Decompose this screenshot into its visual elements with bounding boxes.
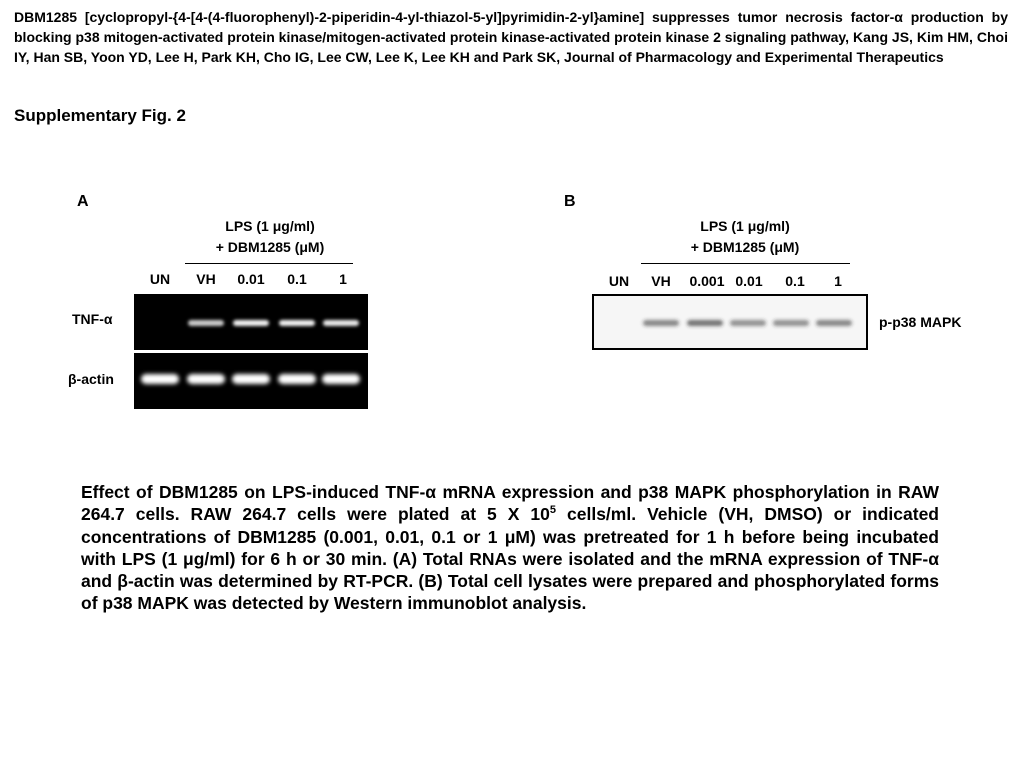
panel-b-lane-0-01: 0.01	[735, 273, 763, 289]
actin-gel-svg	[134, 353, 368, 409]
caption-superscript: 5	[549, 504, 557, 517]
p38-blot-svg	[594, 296, 866, 348]
figure-label: Supplementary Fig. 2	[14, 106, 186, 125]
panel-a-row-tnf-label: TNF-α	[72, 311, 113, 327]
p38-band-lane-2	[643, 320, 679, 326]
actin-band-lane-1	[141, 374, 179, 384]
actin-gel-image	[134, 353, 368, 409]
panel-a-treatment-line2: + DBM1285 (μM)	[215, 239, 325, 255]
p38-band-lane-3	[687, 320, 723, 326]
tnf-band-lane-2	[188, 320, 224, 326]
caption-text-part1: Effect of DBM1285 on LPS-induced TNF-α mRNA expression and p38 MAPK phosphorylation in RAW 264.7 cells. RAW 264.7 cells were plated at 5 X 10	[81, 482, 939, 525]
tnf-band-lane-4	[279, 320, 315, 326]
panel-a-lane-0-01: 0.01	[237, 271, 265, 287]
panel-b-treatment-line1: LPS (1 μg/ml)	[700, 218, 790, 234]
panel-a-row-actin-label: β-actin	[68, 371, 114, 387]
tnf-gel-svg	[134, 294, 368, 350]
panel-a-treatment-line1: LPS (1 μg/ml)	[225, 218, 315, 234]
panel-a-letter: A	[77, 193, 89, 210]
caption-text-part2: cells/ml. Vehicle (VH, DMSO) or indicated concentrations of DBM1285 (0.001, 0.01, 0.1 or 1 μM) was pretreated for 1 h before being incubated with LPS (1 μg/ml) for 6 h or 30 min. (A) Total RNAs were isolated and the mRNA expression of TNF-α and β-actin was determined by RT-PCR. (B) Total cell lysates were prepared and phosphorylated forms of p38 MAPK was detected by Western immunoblot analysis.	[81, 504, 939, 614]
panel-b-lane-0-001: 0.001	[689, 273, 725, 289]
panel-b-lane-1: 1	[834, 273, 842, 289]
panel-a-treatment-bracket	[185, 263, 353, 264]
p38-western-blot-image	[592, 294, 868, 350]
panel-a-lane-un: UN	[149, 271, 171, 287]
panel-b-lane-0-1: 0.1	[785, 273, 805, 289]
panel-a-lane-1: 1	[339, 271, 347, 287]
tnf-band-lane-5	[323, 320, 359, 326]
tnf-band-lane-3	[233, 320, 269, 326]
actin-band-lane-2	[187, 374, 225, 384]
panel-b-treatment-line2: + DBM1285 (μM)	[690, 239, 800, 255]
p38-band-lane-5	[773, 320, 809, 326]
actin-band-lane-4	[278, 374, 316, 384]
panel-b-lane-vh: VH	[651, 273, 671, 289]
panel-b-treatment-bracket	[641, 263, 850, 264]
panel-b-lane-un: UN	[608, 273, 630, 289]
panel-a-lane-0-1: 0.1	[287, 271, 307, 287]
actin-band-lane-3	[232, 374, 270, 384]
tnf-gel-image	[134, 294, 368, 350]
panel-b-letter: B	[564, 193, 576, 210]
actin-band-lane-5	[322, 374, 360, 384]
p38-band-lane-4	[730, 320, 766, 326]
citation-header: DBM1285 [cyclopropyl-{4-[4-(4-fluorophenyl)-2-piperidin-4-yl-thiazol-5-yl]pyrimidin-2-yl}amine] suppresses tumor necrosis factor-α production by blocking p38 mitogen-activated protein kinase/mitogen-activated protein kinase-activated protein kinase 2 signaling pathway, Kang JS, Kim HM, Choi IY, Han SB, Yoon YD, Lee H, Park KH, Cho IG, Lee CW, Lee K, Lee KH and Park SK, Journal of Pharmacology and Experimental Therapeutics	[14, 9, 1008, 65]
p38-band-lane-6	[816, 320, 852, 326]
panel-b-row-label: p-p38 MAPK	[879, 314, 962, 330]
panel-a-lane-vh: VH	[196, 271, 216, 287]
figure-caption	[81, 481, 939, 615]
